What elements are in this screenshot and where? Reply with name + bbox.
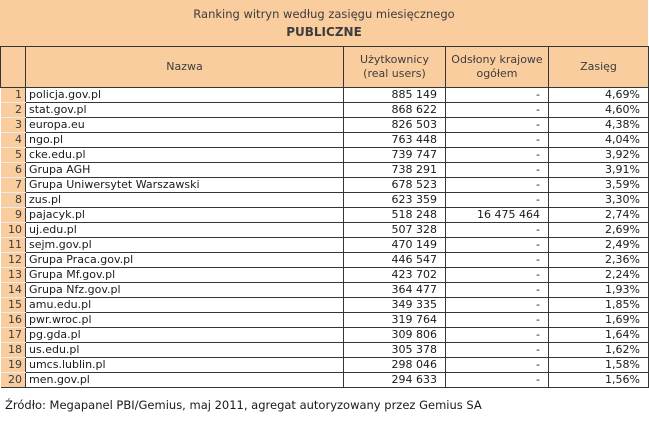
pageviews-cell: -	[446, 298, 549, 313]
rank-cell: 1	[1, 88, 26, 103]
header-row	[1, 47, 649, 88]
users-cell: 826 503	[344, 118, 446, 133]
table-row	[1, 163, 649, 178]
site-name-cell: cke.edu.pl	[26, 148, 344, 163]
site-name-cell: stat.gov.pl	[26, 103, 344, 118]
reach-cell: 1,64%	[549, 328, 649, 343]
ranking-data-table	[0, 46, 649, 388]
rank-cell: 19	[1, 358, 26, 373]
rank-cell: 9	[1, 208, 26, 223]
users-cell: 885 149	[344, 88, 446, 103]
rank-cell: 6	[1, 163, 26, 178]
table-row	[1, 193, 649, 208]
users-cell: 294 633	[344, 373, 446, 388]
col-header-reach: Zasięg	[549, 47, 649, 88]
pageviews-cell: -	[446, 268, 549, 283]
pageviews-cell: -	[446, 163, 549, 178]
site-name-cell: pajacyk.pl	[26, 208, 344, 223]
reach-cell: 1,85%	[549, 298, 649, 313]
site-name-cell: ngo.pl	[26, 133, 344, 148]
pageviews-cell: -	[446, 88, 549, 103]
site-name-cell: zus.pl	[26, 193, 344, 208]
table-title: Ranking witryn według zasięgu miesięcznego	[193, 7, 455, 21]
table-row	[1, 283, 649, 298]
site-name-cell: sejm.gov.pl	[26, 238, 344, 253]
reach-cell: 1,93%	[549, 283, 649, 298]
site-name-cell: uj.edu.pl	[26, 223, 344, 238]
users-cell: 678 523	[344, 178, 446, 193]
table-row	[1, 133, 649, 148]
rank-cell: 8	[1, 193, 26, 208]
rank-cell: 20	[1, 373, 26, 388]
pageviews-cell: -	[446, 238, 549, 253]
users-cell: 507 328	[344, 223, 446, 238]
users-cell: 319 764	[344, 313, 446, 328]
rank-cell: 5	[1, 148, 26, 163]
reach-cell: 3,30%	[549, 193, 649, 208]
users-cell: 446 547	[344, 253, 446, 268]
pageviews-cell: -	[446, 148, 549, 163]
reach-cell: 4,04%	[549, 133, 649, 148]
reach-cell: 3,92%	[549, 148, 649, 163]
reach-cell: 3,59%	[549, 178, 649, 193]
rank-cell: 4	[1, 133, 26, 148]
users-cell: 309 806	[344, 328, 446, 343]
rank-cell: 12	[1, 253, 26, 268]
rank-cell: 11	[1, 238, 26, 253]
rank-cell: 10	[1, 223, 26, 238]
site-name-cell: policja.gov.pl	[26, 88, 344, 103]
table-row	[1, 208, 649, 223]
site-name-cell: umcs.lublin.pl	[26, 358, 344, 373]
col-header-rank	[1, 47, 26, 88]
pageviews-cell: -	[446, 133, 549, 148]
table-row	[1, 88, 649, 103]
site-name-cell: pg.gda.pl	[26, 328, 344, 343]
col-header-pageviews-line1: Odsłony krajowe	[451, 53, 543, 66]
reach-cell: 1,69%	[549, 313, 649, 328]
site-name-cell: men.gov.pl	[26, 373, 344, 388]
table-row	[1, 223, 649, 238]
col-header-users	[344, 47, 446, 88]
users-cell: 349 335	[344, 298, 446, 313]
users-cell: 738 291	[344, 163, 446, 178]
pageviews-cell: -	[446, 283, 549, 298]
rank-cell: 15	[1, 298, 26, 313]
table-row	[1, 103, 649, 118]
reach-cell: 2,24%	[549, 268, 649, 283]
users-cell: 739 747	[344, 148, 446, 163]
reach-cell: 1,56%	[549, 373, 649, 388]
reach-cell: 3,91%	[549, 163, 649, 178]
table-category: PUBLICZNE	[286, 25, 362, 39]
rank-cell: 3	[1, 118, 26, 133]
table-row	[1, 268, 649, 283]
users-cell: 763 448	[344, 133, 446, 148]
users-cell: 868 622	[344, 103, 446, 118]
site-name-cell: Grupa Nfz.gov.pl	[26, 283, 344, 298]
site-name-cell: Grupa AGH	[26, 163, 344, 178]
reach-cell: 2,69%	[549, 223, 649, 238]
reach-cell: 1,58%	[549, 358, 649, 373]
reach-cell: 2,36%	[549, 253, 649, 268]
table-row	[1, 253, 649, 268]
col-header-users-line1: Użytkownicy	[360, 53, 429, 66]
pageviews-cell: 16 475 464	[446, 208, 549, 223]
rank-cell: 7	[1, 178, 26, 193]
rank-cell: 2	[1, 103, 26, 118]
reach-cell: 4,69%	[549, 88, 649, 103]
reach-cell: 4,60%	[549, 103, 649, 118]
col-header-pageviews	[446, 47, 549, 88]
pageviews-cell: -	[446, 328, 549, 343]
table-row	[1, 298, 649, 313]
pageviews-cell: -	[446, 178, 549, 193]
reach-cell: 4,38%	[549, 118, 649, 133]
users-cell: 305 378	[344, 343, 446, 358]
table-row	[1, 343, 649, 358]
pageviews-cell: -	[446, 373, 549, 388]
site-name-cell: Grupa Mf.gov.pl	[26, 268, 344, 283]
table-header	[1, 47, 649, 88]
pageviews-cell: -	[446, 118, 549, 133]
source-note: Źródło: Megapanel PBI/Gemius, maj 2011, agregat autoryzowany przez Gemius SA	[5, 398, 482, 412]
pageviews-cell: -	[446, 223, 549, 238]
table-row	[1, 148, 649, 163]
table-row	[1, 358, 649, 373]
pageviews-cell: -	[446, 313, 549, 328]
users-cell: 298 046	[344, 358, 446, 373]
rank-cell: 13	[1, 268, 26, 283]
pageviews-cell: -	[446, 358, 549, 373]
pageviews-cell: -	[446, 193, 549, 208]
rank-cell: 16	[1, 313, 26, 328]
rank-cell: 14	[1, 283, 26, 298]
col-header-name: Nazwa	[26, 47, 344, 88]
table-title-block	[0, 0, 648, 46]
users-cell: 364 477	[344, 283, 446, 298]
rank-cell: 18	[1, 343, 26, 358]
table-body	[1, 88, 649, 388]
reach-cell: 1,62%	[549, 343, 649, 358]
rank-cell: 17	[1, 328, 26, 343]
site-name-cell: amu.edu.pl	[26, 298, 344, 313]
table-row	[1, 118, 649, 133]
table-row	[1, 178, 649, 193]
site-name-cell: Grupa Uniwersytet Warszawski	[26, 178, 344, 193]
users-cell: 470 149	[344, 238, 446, 253]
pageviews-cell: -	[446, 103, 549, 118]
site-name-cell: pwr.wroc.pl	[26, 313, 344, 328]
pageviews-cell: -	[446, 343, 549, 358]
table-row	[1, 313, 649, 328]
users-cell: 423 702	[344, 268, 446, 283]
site-name-cell: us.edu.pl	[26, 343, 344, 358]
table-row	[1, 373, 649, 388]
pageviews-cell: -	[446, 253, 549, 268]
users-cell: 623 359	[344, 193, 446, 208]
table-row	[1, 238, 649, 253]
users-cell: 518 248	[344, 208, 446, 223]
site-name-cell: Grupa Praca.gov.pl	[26, 253, 344, 268]
table-row	[1, 328, 649, 343]
col-header-users-line2: (real users)	[363, 67, 426, 80]
col-header-pageviews-line2: ogółem	[476, 67, 518, 80]
reach-cell: 2,74%	[549, 208, 649, 223]
site-name-cell: europa.eu	[26, 118, 344, 133]
reach-cell: 2,49%	[549, 238, 649, 253]
